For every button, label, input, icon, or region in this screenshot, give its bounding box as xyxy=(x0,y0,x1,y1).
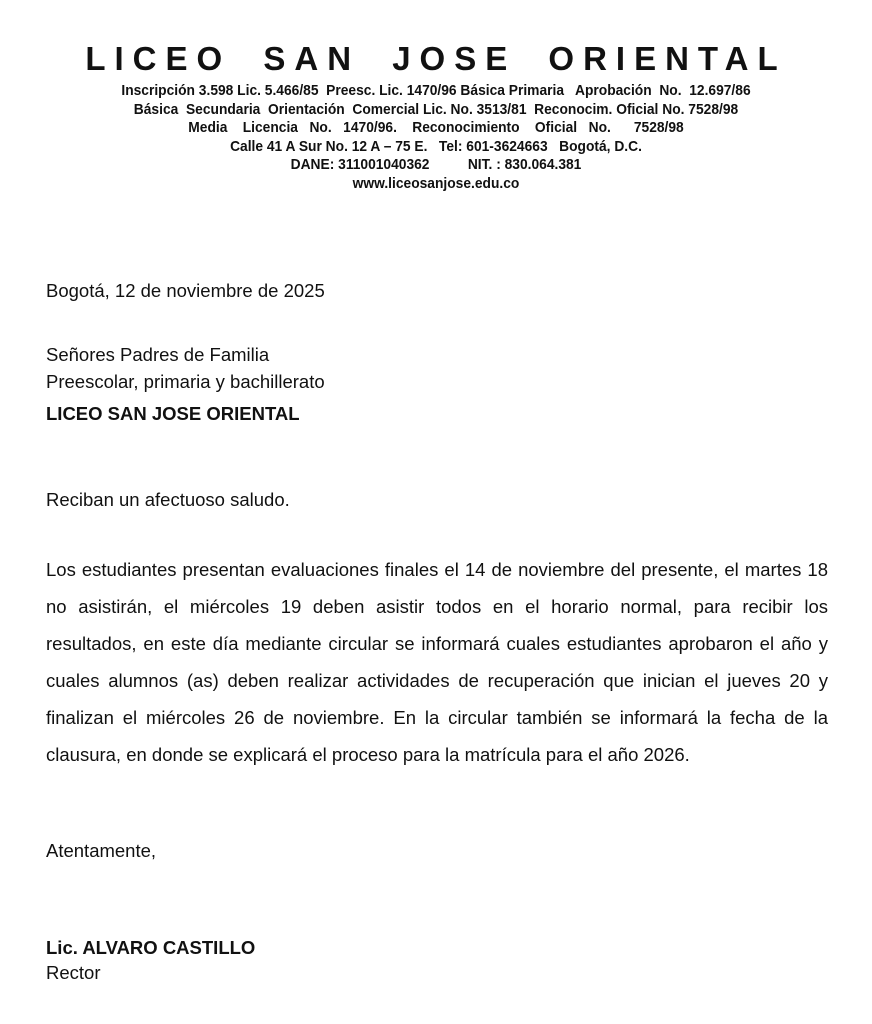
letterhead-line: Inscripción 3.598 Lic. 5.466/85 Preesc. Lic. 1470/96 Básica Primaria Aprobación No. 12.697/86 xyxy=(121,82,751,99)
letterhead-line: Media Licencia No. 1470/96. Reconocimiento Oficial No. 7528/98 xyxy=(188,119,684,136)
recipient-line: Señores Padres de Familia xyxy=(46,344,270,365)
recipient-school: LICEO SAN JOSE ORIENTAL xyxy=(46,403,300,424)
school-name-title: LICEO SAN JOSE ORIENTAL xyxy=(85,40,787,77)
letterhead-line: DANE: 311001040362 NIT. : 830.064.381 xyxy=(290,156,582,173)
letterhead-line: Básica Secundaria Orientación Comercial Lic. No. 3513/81 Reconocim. Oficial No. 7528/98 xyxy=(133,100,739,118)
recipient-line: Preescolar, primaria y bachillerato xyxy=(46,371,325,392)
letterhead-line: Calle 41 A Sur No. 12 A – 75 E. Tel: 601-3624663 Bogotá, D.C. xyxy=(230,137,642,155)
signature-role: Rector xyxy=(46,962,101,983)
letter-date: Bogotá, 12 de noviembre de 2025 xyxy=(46,280,325,301)
letterhead-website: www.liceosanjose.edu.co xyxy=(352,174,520,192)
greeting: Reciban un afectuoso saludo. xyxy=(46,489,290,510)
signature-name: Lic. ALVARO CASTILLO xyxy=(46,937,256,958)
closing: Atentamente, xyxy=(46,840,157,861)
letterhead-details xyxy=(35,82,837,193)
body-paragraph: Los estudiantes presentan evaluaciones finales el 14 de noviembre del presente, el martes 18 no asistirán, el miércoles 19 deben asistir todos en el horario normal, para recibir los resultados, en este día mediante circular se informará cuales estudiantes aprobaron el año y cuales alumnos (as) deben realizar actividades de recuperación que inician el jueves 20 y finalizan el miércoles 26 de noviembre. En la circular también se informará la fecha de la clausura, en donde se explicará el proceso para la matrícula para el año 2026. xyxy=(46,559,828,765)
